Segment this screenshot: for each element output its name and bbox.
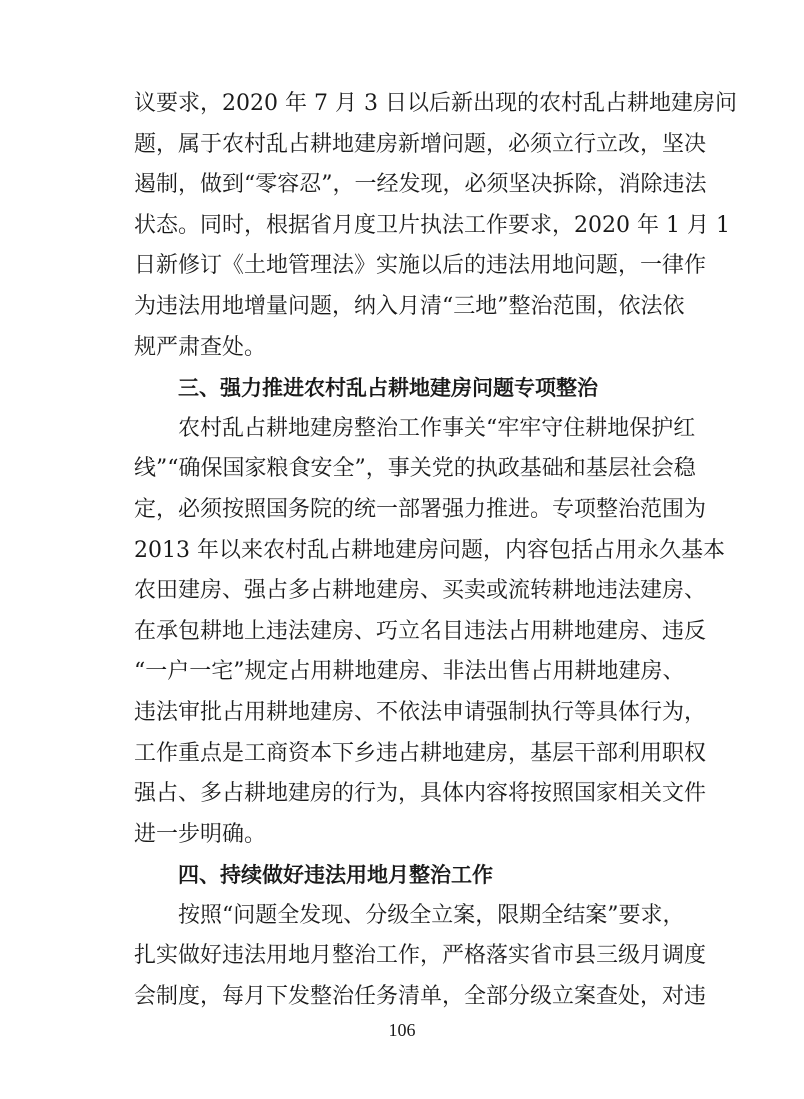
section-heading-3: 三、强力推进农村乱占耕地建房问题专项整治 [178, 376, 598, 401]
text-line: “一户一宅”规定占用耕地建房、非法出售占用耕地建房、 [134, 659, 685, 685]
paragraph-1 [134, 84, 737, 368]
text-line: 强占、多占耕地建房的行为，具体内容将按照国家相关文件 [134, 781, 707, 807]
text-line: 按照“问题全发现、分级全立案，限期全结案”要求， [178, 902, 685, 928]
text-line: 议要求，2020 年 7 月 3 日以后新出现的农村乱占耕地建房问 [134, 91, 737, 116]
text-line: 工作重点是工商资本下乡违占耕地建房，基层干部利用职权 [134, 740, 707, 766]
text-line: 遏制，做到“零容忍”，一经发现，必须坚决拆除，消除违法 [134, 172, 707, 198]
text-line: 农田建房、强占多占耕地建房、买卖或流转耕地违法建房、 [134, 578, 707, 604]
document-body [134, 84, 737, 1018]
paragraph-2 [134, 409, 725, 856]
text-line: 扎实做好违法用地月整治工作，严格落实省市县三级月调度 [134, 943, 707, 969]
text-line: 状态。同时，根据省月度卫片执法工作要求，2020 年 1 月 1 [134, 212, 730, 238]
text-line: 在承包耕地上违法建房、巧立名目违法占用耕地建房、违反 [134, 618, 707, 644]
text-line: 2013 年以来农村乱占耕地建房问题，内容包括占用永久基本 [134, 537, 725, 563]
text-line: 进一步明确。 [134, 821, 267, 847]
section-heading-4: 四、持续做好违法用地月整治工作 [178, 863, 493, 888]
paragraph-3 [134, 896, 707, 1018]
text-line: 规严肃查处。 [134, 334, 267, 360]
text-line: 为违法用地增量问题，纳入月清“三地”整治范围，依法依 [134, 293, 685, 319]
text-line: 定，必须按照国务院的统一部署强力推进。专项整治范围为 [134, 496, 707, 522]
text-line: 会制度，每月下发整治任务清单，全部分级立案查处，对违 [134, 984, 707, 1010]
page-number: 106 [388, 1020, 416, 1040]
text-line: 农村乱占耕地建房整治工作事关“牢牢守住耕地保护红 [178, 415, 696, 441]
text-line: 线”“确保国家粮食安全”，事关党的执政基础和基层社会稳 [134, 456, 696, 482]
text-line: 违法审批占用耕地建房、不依法申请强制执行等具体行为， [134, 699, 707, 725]
text-line: 题，属于农村乱占耕地建房新增问题，必须立行立改，坚决 [134, 131, 707, 157]
text-line: 日新修订《土地管理法》实施以后的违法用地问题，一律作 [134, 253, 707, 279]
